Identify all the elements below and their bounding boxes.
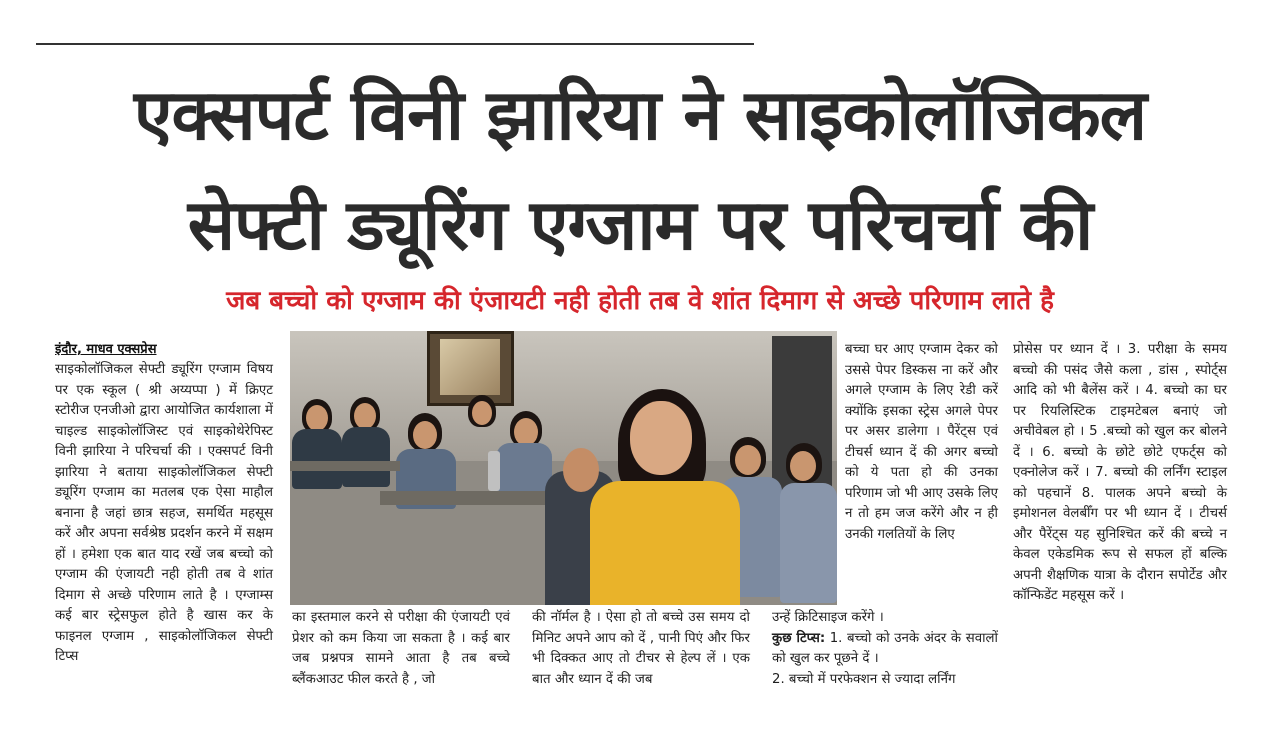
article-column-4-top: बच्चा घर आए एग्जाम देकर को उससे पेपर डिस्कस ना करें और अगले एग्जाम के लिए रेडी करें क्योंकि इसका स्ट्रेस अगले पेपर पर असर डालेगा । पैरेंट्स एवं टीचर्स ध्यान दें की अगर बच्चो को ये पता हो की उनका परिणाम जो भी आए उसके लिए न तो हम जज करेंगे और न ही उनकी गलतियों के लिए [845,342,998,542]
top-rule [36,43,754,45]
article-column-5: प्रोसेस पर ध्यान दें । 3. परीक्षा के समय बच्चो की पसंद जैसे कला , डांस , स्पोर्ट्स आदि को भी बैलेंस करें । 4. बच्चो का घर पर रियलिस्टिक टाइमटेबल बनाएं जो अचीवेबल हो । 5 .बच्चो को खुल कर बोलने दें । 6. बच्चो के छोटे छोटे एफर्ट्स को एक्नोलेज करें । 7. बच्चो की लर्निंग स्टाइल को पहचानें 8. पालक अपने बच्चो के इमोशनल वेलबीँग पर भी ध्यान दें । टीचर्स और पैरेंट्स यह सुनिश्चित करें की बच्चे न केवल एकेडमिक रूप से सफल हों बल्कि अपनी शैक्षणिक यात्रा के दौरान सपोर्टेड और कॉन्फिडेंट महसूस करें । [1013,342,1227,603]
tips-label: कुछ टिप्स: [772,630,826,646]
article-column-4-bottom [772,608,998,700]
subheadline: जब बच्चो को एग्जाम की एंजायटी नही होती तब वे शांत दिमाग से अच्छे परिणाम लाते है [226,286,1054,316]
article-column-3: की नॉर्मल है । ऐसा हो तो बच्चे उस समय दो मिनिट अपने आप को दें , पानी पिएं और फिर भी दिक्कत आए तो टीचर से हेल्प लें । एक बात और ध्यान दें की जब [532,610,750,687]
col4-tips-line [772,629,998,670]
tip-1: 1. बच्चो को उनके अंदर के सवालों को खुल कर पूछने दें । [772,630,998,666]
article-column-2: का इस्तमाल करने से परीक्षा की एंजायटी एवं प्रेशर को कम किया जा सकता है । कई बार जब प्रश्नपत्र सामने आता है तब बच्चे ब्लैंकआउट फील करते है , जो [292,610,510,687]
col4-line-criticize: उन्हें क्रिटिसाइज करेंगे । [772,610,884,625]
byline: इंदौर, माधव एक्सप्रेस [55,342,157,357]
article-column-1: साइकोलॉजिकल सेफ्टी ड्यूरिंग एग्जाम विषय पर एक स्कूल ( श्री अय्यप्पा ) में क्रिएट स्टोरीज एनजीओ द्वारा आयोजित कार्यशाला में चाइल्ड साइकोलॉजिस्ट एवं साइकोथेरेपिस्ट विनी झारिया ने परिचर्चा की । एक्सपर्ट विनी झारिया ने बताया साइकोलॉजिकल सेफ्टी ड्यूरिंग एग्जाम का मतलब एक ऐसा माहौल बनाना है जहां छात्र सहज, समर्थित महसूस करें और अपना सर्वश्रेष्ठ प्रदर्शन करने में सक्षम हों । हमेशा एक बात याद रखें जब बच्चो को एग्जाम की एंजायटी नही होती तब वे शांत दिमाग से अच्छे परिणाम लाते है । एग्जाम्स कई बार स्ट्रेसफुल होते है खास कर के फाइनल एग्जाम , साइकोलॉजिकल सेफ्टी टिप्स [55,362,273,664]
tip-2: 2. बच्चो में परफेक्शन से ज्यादा लर्निंग [772,671,956,687]
headline-line-1: एक्सपर्ट विनी झारिया ने साइकोलॉजिकल [133,74,1147,156]
article-photo [290,331,837,605]
headline-line-2: सेफ्टी ड्यूरिंग एग्जाम पर परिचर्चा की [187,184,1093,266]
